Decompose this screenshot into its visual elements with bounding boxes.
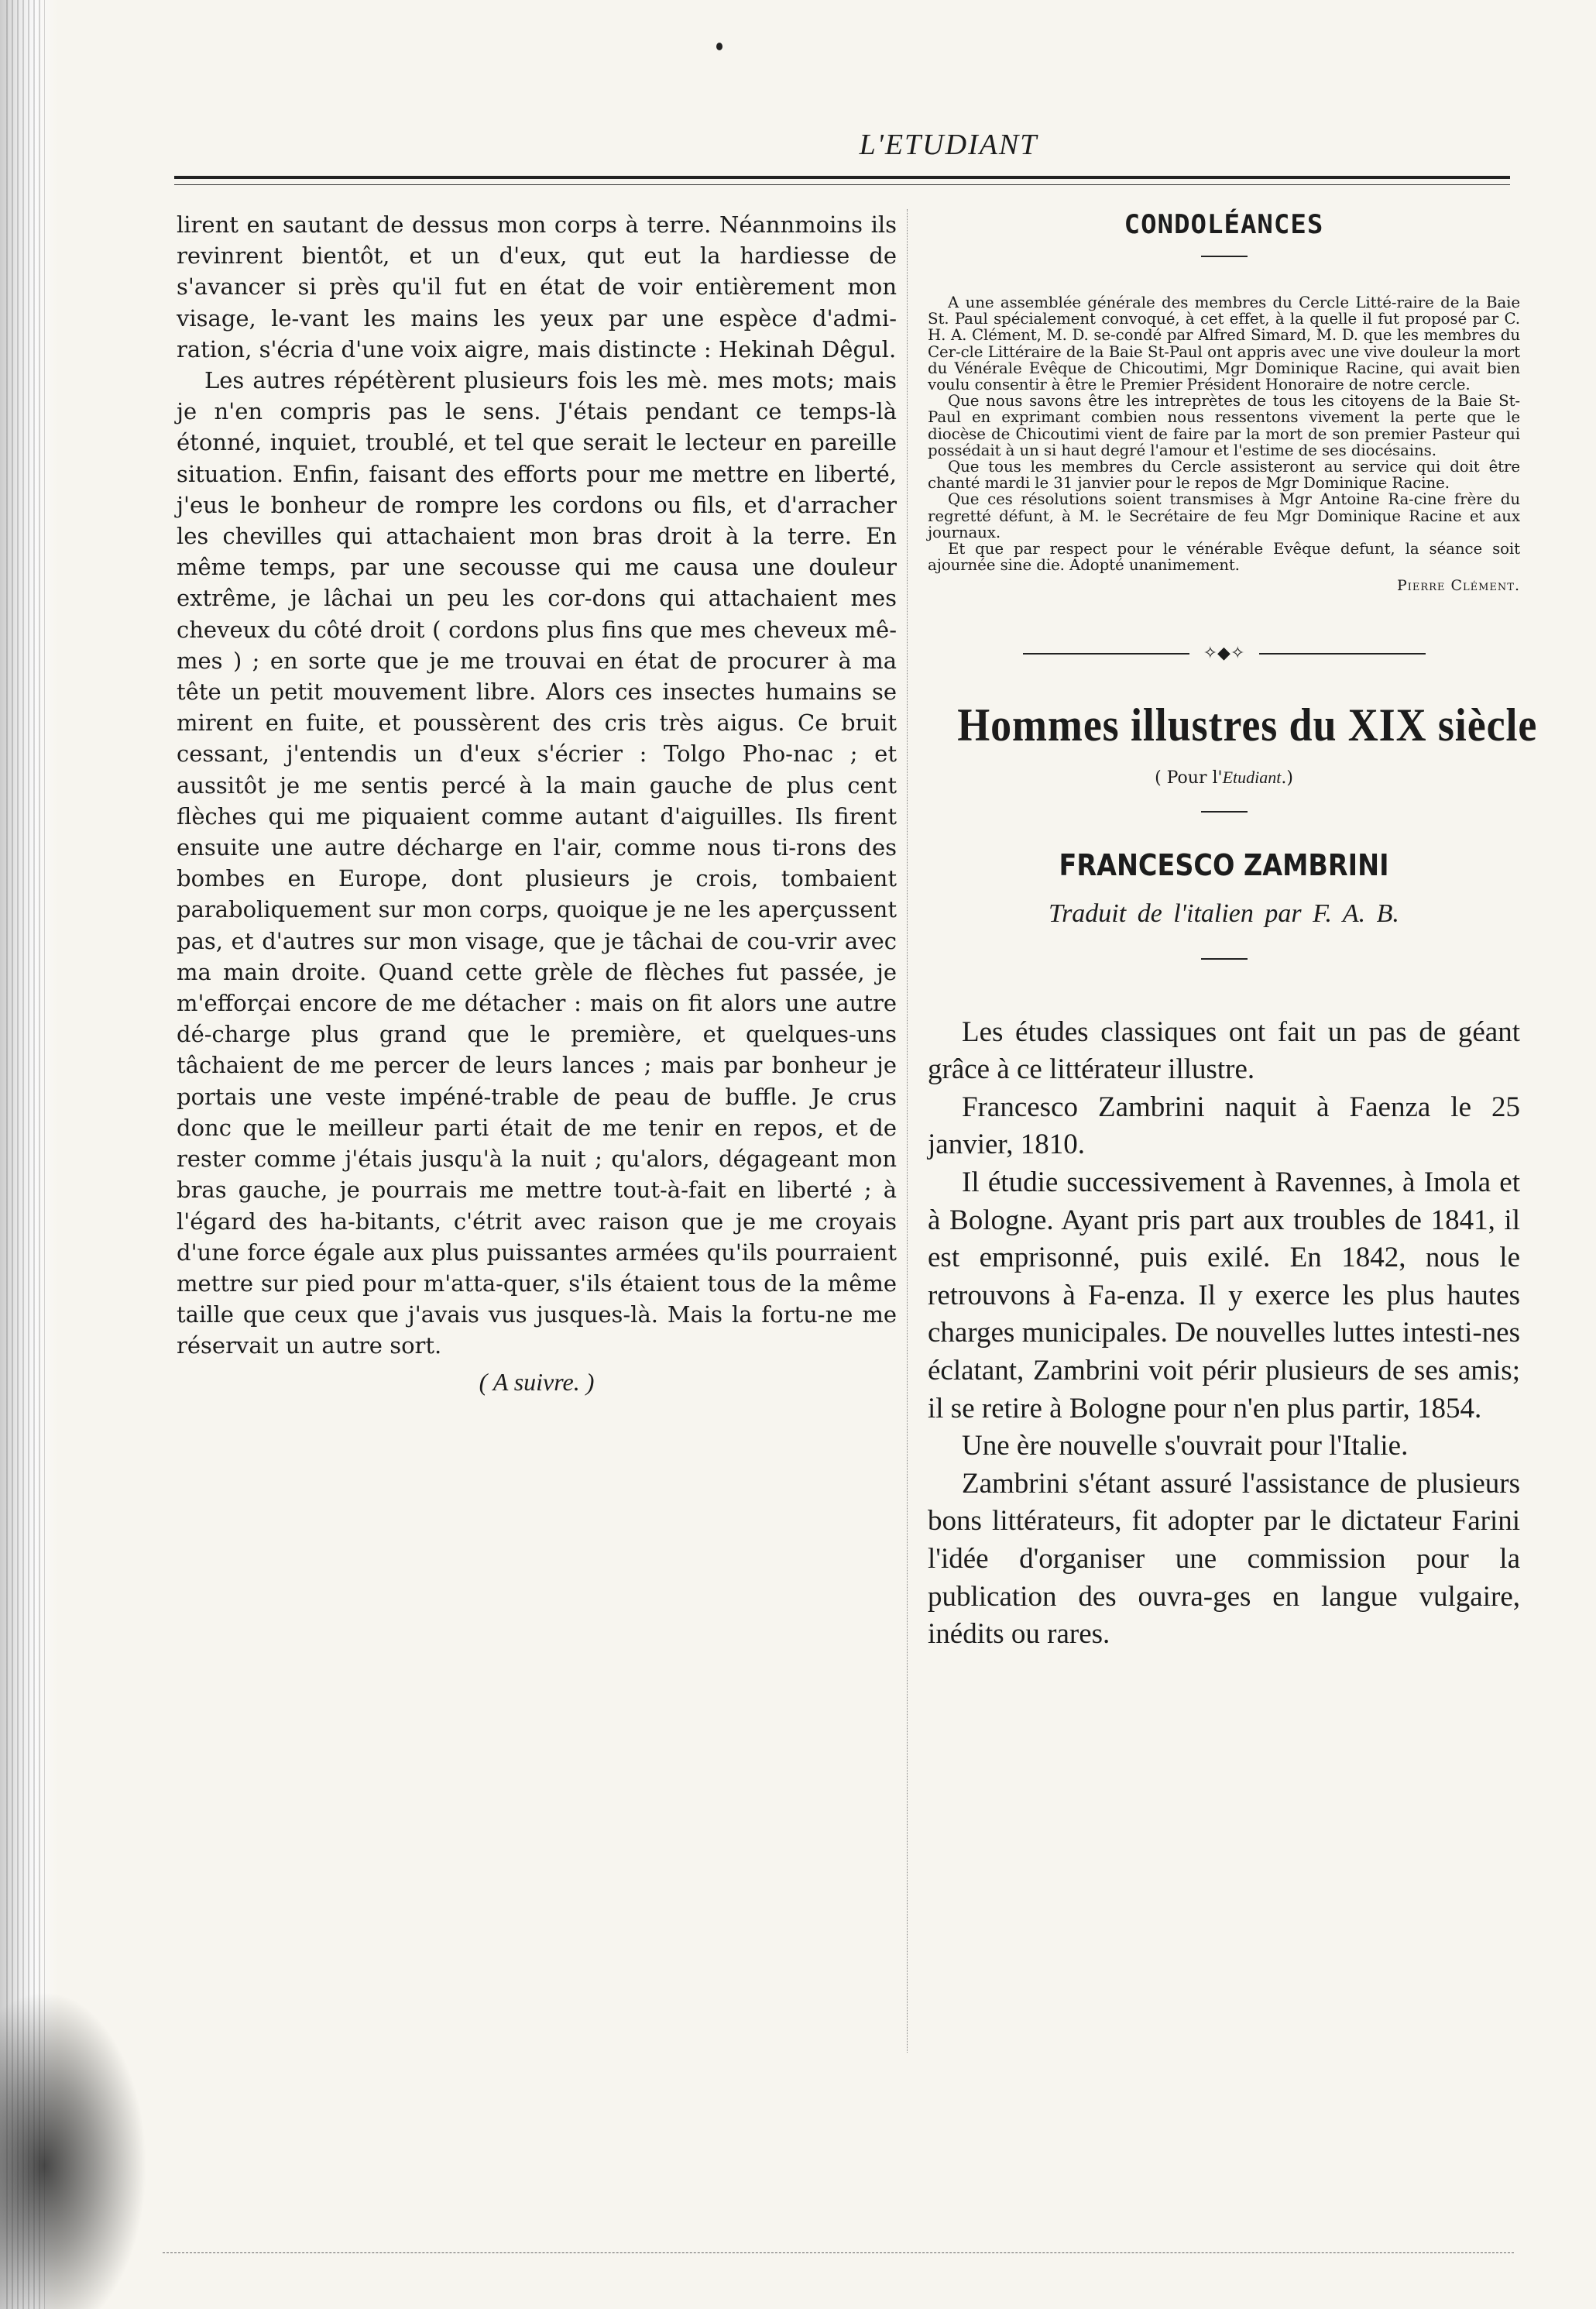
header-rule	[174, 176, 1510, 185]
essay-paragraph: Il étudie successivement à Ravennes, à Imola et à Bologne. Ayant pris part aux troubles de 1841, il est emprisonné, puis exilé. En 1842, nous le retrouvons à Fa-enza. Il y exerce les plus hautes charges municipales. De nouvelles luttes intesti-nes éclatant, Zambrini voit périr plusieurs de ses amis; il se retire à Bologne pour n'en plus partir, 1854.	[928, 1167, 1520, 1424]
hommes-illustres-heading: Hommes illustres du XIX siècle	[957, 699, 1538, 751]
short-rule	[1201, 811, 1248, 813]
ornament-flourish-icon: ✧◆✧	[1203, 643, 1245, 663]
column-divider	[907, 209, 908, 2053]
ink-blot	[0, 1991, 147, 2309]
left-paragraph-2: Les autres répétèrent plusieurs fois les mè. mes mots; mais je n'en compris pas le sens. J'étais pendant ce temps-là étonné, inquiet, troublé, et tel que serait le lecteur en pareille situation. Enfin, faisant des efforts pour me mettre en liberté, j'eus le bonheur de rompre les cordons ou fils, et d'arracher les chevilles qui attachaient mon bras droit à la terre. En même temps, par une secousse qui me causa une douleur extrême, je lâchai un peu les cor-dons qui attachaient mes cheveux du côté droit ( cordons plus fins que mes cheveux mê-mes ) ; en sorte que je me trouvai en état de procurer à ma tête un petit mouvement libre. Alors ces insectes humains se mirent en fuite, et poussèrent des cris très aigus. Ce bruit cessant, j'entendis un d'eux s'écrier : Tolgo Pho-nac ; et aussitôt je me sentis percé à la main gauche de plus cent flèches qui me piquaient comme autant d'aiguilles. Ils firent ensuite une autre décharge en l'air, comme nous ti-rons des bombes en Europe, dont plusieurs je crois, tombaient paraboliquement sur mon corps, quoique je ne les aperçussent pas, et d'autres sur mon visage, que je tâchai de cou-vrir avec ma main droite. Quand cette grèle de flèches fut passée, je m'efforçai encore de me détacher : mais on fit alors une autre dé-charge plus grand que le première, et quelques-uns tâchaient de me percer de leurs lances ; mais par bonheur je portais une veste impéné-trable de peau de buffle. Je crus donc que le meilleur parti était de me tenir en repos, et de rester comme j'étais jusqu'à la nuit ; qu'alors, dégageant mon bras gauche, je pourrais me mettre tout-à-fait en liberté ; à l'égard des ha-bitants, c'étrit avec raison que je me croyais d'une force égale aux plus puissantes armées qu'ils pourraient mettre sur pied pour m'atta-quer, s'ils étaient tous de la même taille que ceux que j'avais vus jusques-là. Mais la fortu-ne me réservait un autre sort.	[177, 367, 897, 1359]
condoleances-paragraph: Et que par respect pour le vénérable Evêque defunt, la séance soit ajournée sine die. Adopté unanimement.	[928, 540, 1520, 575]
essay-paragraph: Francesco Zambrini naquit à Faenza le 25 janvier, 1810.	[928, 1091, 1520, 1161]
condoleances-paragraph: A une assemblée générale des membres du Cercle Litté-raire de la Baie St. Paul spécialement convoqué, à cet effet, à la quelle il fut proposé par C. H. A. Clément, M. D. se-condé par Alfred Simard, M. D. que les membres du Cer-cle Littéraire de la Baie St-Paul ont appris avec une vive douleur la mort du Vénérale Evêque de Chicoutimi, Mgr Dominique Racine, qui avait bien voulu consentir à être le Premier Président Honoraire de notre cercle.	[928, 294, 1520, 394]
condoleances-paragraph: Que nous savons être les intreprètes de tous les citoyens de la Baie St-Paul en exprimant combien nous ressentons vivement la perte que le diocèse de Chicoutimi vient de faire par la mort de son premier Pasteur qui possédait à un si haut degré l'amour et l'estime de ses diocésains.	[928, 392, 1520, 459]
condoleances-signature: Pierre Clément.	[1396, 577, 1520, 595]
condoleances-heading: CONDOLÉANCES	[1124, 209, 1324, 240]
ornament-line-left	[1023, 653, 1189, 655]
ornament-line-right	[1259, 653, 1426, 655]
pour-prefix: ( Pour l'	[1155, 768, 1223, 788]
a-suivre: ( A suivre. )	[479, 1367, 595, 1396]
section-ornament	[1023, 643, 1426, 665]
ink-speck	[716, 43, 722, 50]
condoleances-body	[928, 294, 1520, 595]
zambrini-essay	[928, 1014, 1520, 1654]
short-rule	[1201, 256, 1248, 257]
pour-letudiant	[928, 768, 1520, 788]
subject-name: FRANCESCO ZAMBRINI	[1059, 847, 1389, 882]
condoleances-paragraph: Que ces résolutions soient transmises à Mgr Antoine Ra-cine frère du regretté défunt, à M. le Secrétaire de feu Mgr Dominique Racine et aux journaux.	[928, 490, 1520, 541]
running-head: L'ETUDIANT	[859, 129, 1038, 161]
binding-edge	[6, 0, 45, 2309]
right-column	[928, 209, 1538, 1654]
essay-paragraph: Une ère nouvelle s'ouvrait pour l'Italie.	[962, 1430, 1409, 1462]
essay-paragraph: Les études classiques ont fait un pas de géant grâce à ce littérateur illustre.	[928, 1015, 1520, 1086]
pour-journal: Etudiant	[1222, 767, 1282, 787]
left-paragraph-1: lirent en sautant de dessus mon corps à terre. Néannmoins ils revinrent bientôt, et un d'eux, qut eut la hardiesse de s'avancer si près qu'il fut en état de voir entièrement mon visage, le-vant les mains les yeux par une espèce d'admi-ration, s'écria d'une voix aigre, mais distincte : Hekinah Dêgul.	[177, 211, 897, 362]
essay-paragraph: Zambrini s'étant assuré l'assistance de plusieurs bons littérateurs, fit adopter par le dictateur Farini l'idée d'organiser une commission pour la publication des ouvra-ges en langue vulgaire, inédits ou rares.	[928, 1467, 1520, 1651]
condoleances-paragraph: Que tous les membres du Cercle assisteront au service qui doit être chanté mardi le 31 janvier pour le repos de Mgr Dominique Racine.	[928, 458, 1520, 493]
left-column	[177, 209, 897, 1944]
footer-rule	[163, 2252, 1514, 2253]
pour-suffix: .)	[1281, 768, 1293, 788]
translator-credit: Traduit de l'italien par F. A. B.	[1049, 899, 1399, 928]
short-rule	[1201, 958, 1248, 960]
